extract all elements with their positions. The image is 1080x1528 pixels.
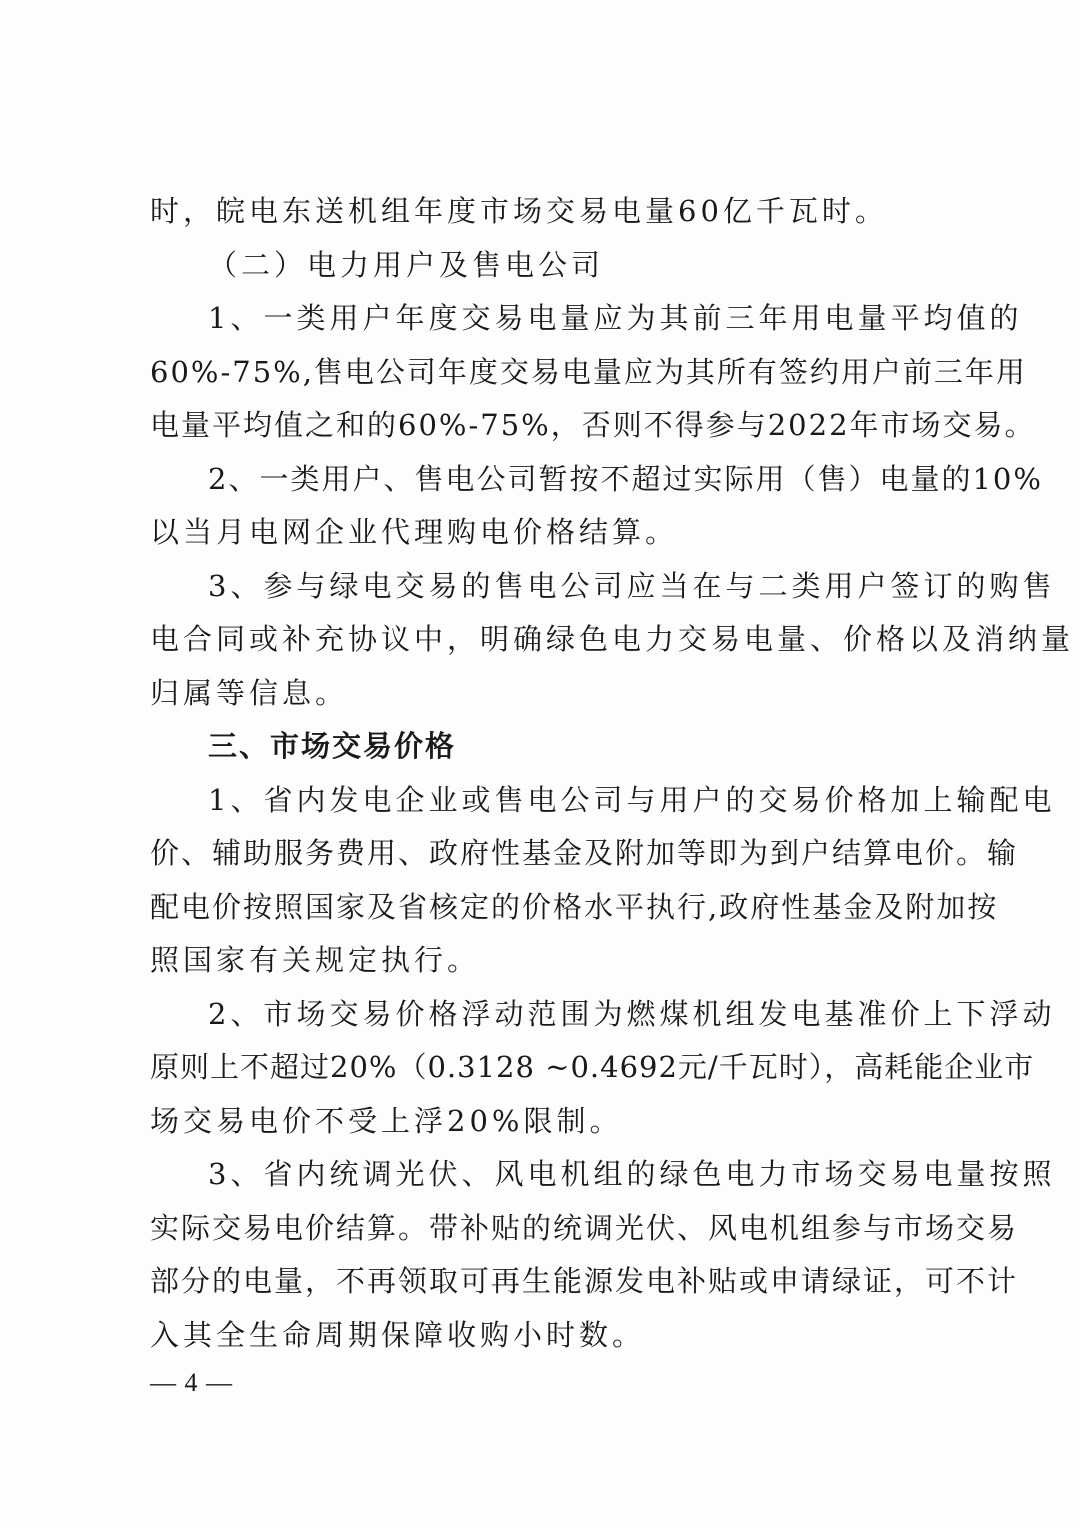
paragraph-line: 实际交易电价结算。带补贴的统调光伏、风电机组参与市场交易 [150,1210,1019,1245]
paragraph-line: 1、省内发电企业或售电公司与用户的交易价格加上输配电 [208,782,1056,817]
paragraph-line: 照国家有关规定执行。 [150,943,481,977]
paragraph-line: 原则上不超过20%（0.3128 ~0.4692元/千瓦时），高耗能企业市 [150,1050,1035,1084]
paragraph-line: 以当月电网企业代理购电价格结算。 [150,515,679,549]
subsection-heading: （二）电力用户及售电公司 [208,247,605,282]
paragraph-line: 3、省内统调光伏、风电机组的绿色电力市场交易电量按照 [208,1157,1056,1191]
document-body [150,185,1075,1362]
paragraph-line: 归属等信息。 [150,675,349,710]
page-number: — 4 — [150,1368,233,1397]
paragraph-line: 60%-75%,售电公司年度交易电量应为其所有签约用户前三年用 [150,354,1027,389]
paragraph-line: 配电价按照国家及省核定的价格水平执行,政府性基金及附加按 [150,889,999,924]
paragraph-line: 电合同或补充协议中，明确绿色电力交易电量、价格以及消纳量 [150,622,1075,656]
paragraph-line: 入其全生命周期保障收购小时数。 [150,1317,646,1352]
paragraph-line: 价、辅助服务费用、政府性基金及附加等即为到户结算电价。输 [150,836,1019,870]
paragraph-line: 2、一类用户、售电公司暂按不超过实际用（售）电量的10% [208,461,1043,496]
paragraph-line: 电量平均值之和的60%-75%，否则不得参与2022年市场交易。 [150,408,1036,442]
paragraph-line: 1、一类用户年度交易电量应为其前三年用电量平均值的 [208,301,1023,335]
paragraph-line: 2、市场交易价格浮动范围为燃煤机组发电基准价上下浮动 [208,996,1056,1031]
paragraph-line: 部分的电量，不再领取可再生能源发电补贴或申请绿证，可不计 [150,1264,1019,1298]
paragraph-line: 时，皖电东送机组年度市场交易电量60亿千瓦时。 [150,194,888,228]
paragraph-line: 3、参与绿电交易的售电公司应当在与二类用户签订的购售 [208,568,1056,603]
paragraph-line: 场交易电价不受上浮20%限制。 [150,1103,623,1138]
section-heading: 三、市场交易价格 [208,729,457,763]
